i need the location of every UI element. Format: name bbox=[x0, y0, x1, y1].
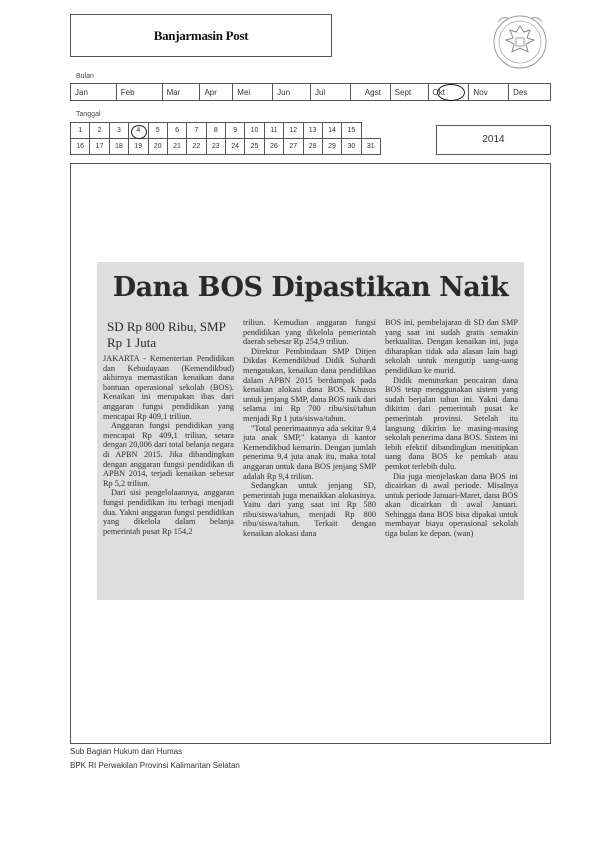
year-box bbox=[436, 125, 551, 155]
month-row bbox=[70, 83, 551, 101]
paragraph: BOS ini, pembelajaran di SD dan SMP yang saat ini sudah gratis semakin berkualitas. Dengan kenaikan ini, juga diharapkan tidak ada alasan lain bagi sekolah untuk mengutip uang-uang pendidikan ke murid. bbox=[385, 318, 518, 375]
date-cell: 3 bbox=[109, 123, 128, 139]
date-cell: 8 bbox=[206, 123, 225, 139]
newspaper-name: Banjarmasin Post bbox=[153, 28, 249, 43]
date-cell: 15 bbox=[342, 123, 361, 139]
date-cell: 18 bbox=[109, 139, 128, 155]
paragraph: Didik menuturkan pencairan dana BOS tetap menggunakan sistem yang sudah berjalan tahun ini. Yakni dana dikirim dari pemerintah pusat ke pemerintah provinsi. Setelah itu langsung dikirim ke masing-masing sekolah penerima dana BOS. Sistem ini lebih efektif dibandingkan menitipkan uang dana BOS ke pemkab atau pemkot terlebih dulu. bbox=[385, 375, 518, 471]
paragraph: Dia juga menjelaskan dana BOS ini dicairkan di awal periode. Misalnya untuk periode Januari-Maret, dana BOS akan dicairkan di awal Januari. Sehingga dana BOS bisa dipakai untuk membayar biaya operasional sekolah tiga bulan ke depan. (wan) bbox=[385, 471, 518, 539]
garuda-emblem-icon bbox=[488, 8, 552, 72]
date-cell: 7 bbox=[187, 123, 206, 139]
paragraph: Direktur Pembindaan SMP Ditjen Dikdas Kemendikbud Didik Suhardi mengatakan, kenaikan dana pendidikan dalam APBN 2015 berdampak pada kenaikan alokasi dana BOS. Khusus untuk jenjang SMP, dana BOS naik dari selama ini Rp 700 ribu/sisi/tahun menjadi Rp 1 juta/siswa/tahun. bbox=[243, 346, 376, 423]
date-cell: 31 bbox=[361, 139, 380, 155]
paragraph: triliun. Kemudian anggaran fungsi pendidikan yang dikelola pemerintah daerah sebesar Rp 254,9 triliun. bbox=[243, 318, 376, 347]
article-column-2 bbox=[243, 318, 376, 539]
date-cell: 9 bbox=[226, 123, 245, 139]
date-cell: 25 bbox=[245, 139, 264, 155]
date-cell: 13 bbox=[303, 123, 322, 139]
date-cell: 10 bbox=[245, 123, 264, 139]
footer-department: Sub Bagian Hukum dan Humas bbox=[70, 747, 183, 756]
date-cell: 6 bbox=[167, 123, 186, 139]
date-grid bbox=[70, 122, 381, 155]
month-cell: Apr bbox=[200, 84, 233, 100]
year-value: 2014 bbox=[482, 134, 505, 145]
article-subhead: SD Rp 800 Ribu, SMP Rp 1 Juta bbox=[107, 319, 226, 350]
date-cell: 27 bbox=[284, 139, 303, 155]
paragraph: Anggaran fungsi pendidikan yang mencapai Rp 409,1 triliun, setara dengan 20,006 dari total belanja negara di APBN 2015. Jika dibandingkan dengan anggaran fungsi pendidikan di APBN 2014, terjadi kenaikan sebesar Rp 5,2 triliun. bbox=[103, 421, 234, 488]
news-clipping bbox=[97, 262, 524, 600]
paragraph: "Total penerimaannya ada sekitar 9,4 juta anak SMP," katanya di kantor Kemendikbud kemarin. Dengan jumlah penerima 9,4 juta anak itu, maka total anggaran untuk dana BOS jenjang SMP adalah Rp 9,4 triliun. bbox=[243, 423, 376, 481]
paragraph: JAKARTA - Kementerian Pendidikan dan Kebudayaan (Kemendikbud) akhirnya memastikan kenaikan dana bantuan operasional sekolah (BOS). Kenaikan ini merupakan ibas dari anggaran fungsi pendidikan yang mencapai Rp 409,1 triliun. bbox=[103, 354, 234, 421]
article-headline: Dana BOS Dipastikan Naik bbox=[112, 272, 509, 303]
month-cell: Mar bbox=[163, 84, 201, 100]
date-cell: 11 bbox=[264, 123, 283, 139]
date-cell: 19 bbox=[129, 139, 148, 155]
date-cell: 20 bbox=[148, 139, 167, 155]
date-cell: 24 bbox=[226, 139, 245, 155]
month-cell: Mei bbox=[233, 84, 273, 100]
date-cell: 26 bbox=[264, 139, 283, 155]
month-cell-selected: Okt bbox=[429, 84, 470, 100]
month-cell: Agst bbox=[351, 84, 391, 100]
month-cell: Nov bbox=[469, 84, 509, 100]
date-cell: 5 bbox=[148, 123, 167, 139]
month-cell: Sept bbox=[391, 84, 429, 100]
date-cell: 21 bbox=[167, 139, 186, 155]
date-cell: 1 bbox=[71, 123, 90, 139]
month-cell: Jun bbox=[273, 84, 311, 100]
paragraph: Dari sisi pengelolaannya, anggaran fungsi pendidikan itu terbagi menjadi dua. Yakni anggaran fungsi pendidikan yang dikelola dalam belanja pemerintah pusat Rp 154,2 bbox=[103, 488, 234, 536]
date-cell: 30 bbox=[342, 139, 361, 155]
date-cell: 22 bbox=[187, 139, 206, 155]
date-cell: 12 bbox=[284, 123, 303, 139]
date-cell: 29 bbox=[322, 139, 341, 155]
footer-office: BPK RI Perwakilan Provinsi Kalimantan Selatan bbox=[70, 761, 240, 770]
date-cell: 16 bbox=[71, 139, 90, 155]
month-cell: Jan bbox=[71, 84, 117, 100]
article-column-1 bbox=[103, 354, 234, 536]
article-column-3 bbox=[385, 318, 518, 539]
source-box bbox=[70, 14, 332, 57]
paragraph: Sedangkan untuk jenjang SD, pemerintah juga menaikkan alokasinya. Yaitu dari yang saat ini Rp 580 ribu/siswa/tahun, menjadi Rp 800 ribu/siswa/tahun. Terkait dengan kenaikan alokasi dana bbox=[243, 481, 376, 539]
date-cell: 23 bbox=[206, 139, 225, 155]
date-cell: 17 bbox=[90, 139, 109, 155]
date-cell: 28 bbox=[303, 139, 322, 155]
month-cell: Jul bbox=[311, 84, 351, 100]
tanggal-label: Tanggal bbox=[76, 111, 101, 118]
month-cell: Feb bbox=[117, 84, 163, 100]
month-cell: Des bbox=[513, 88, 528, 97]
date-cell: 14 bbox=[322, 123, 341, 139]
date-cell-selected: 4 bbox=[129, 123, 148, 139]
bulan-label: Bulan bbox=[76, 73, 94, 80]
date-cell: 2 bbox=[90, 123, 109, 139]
